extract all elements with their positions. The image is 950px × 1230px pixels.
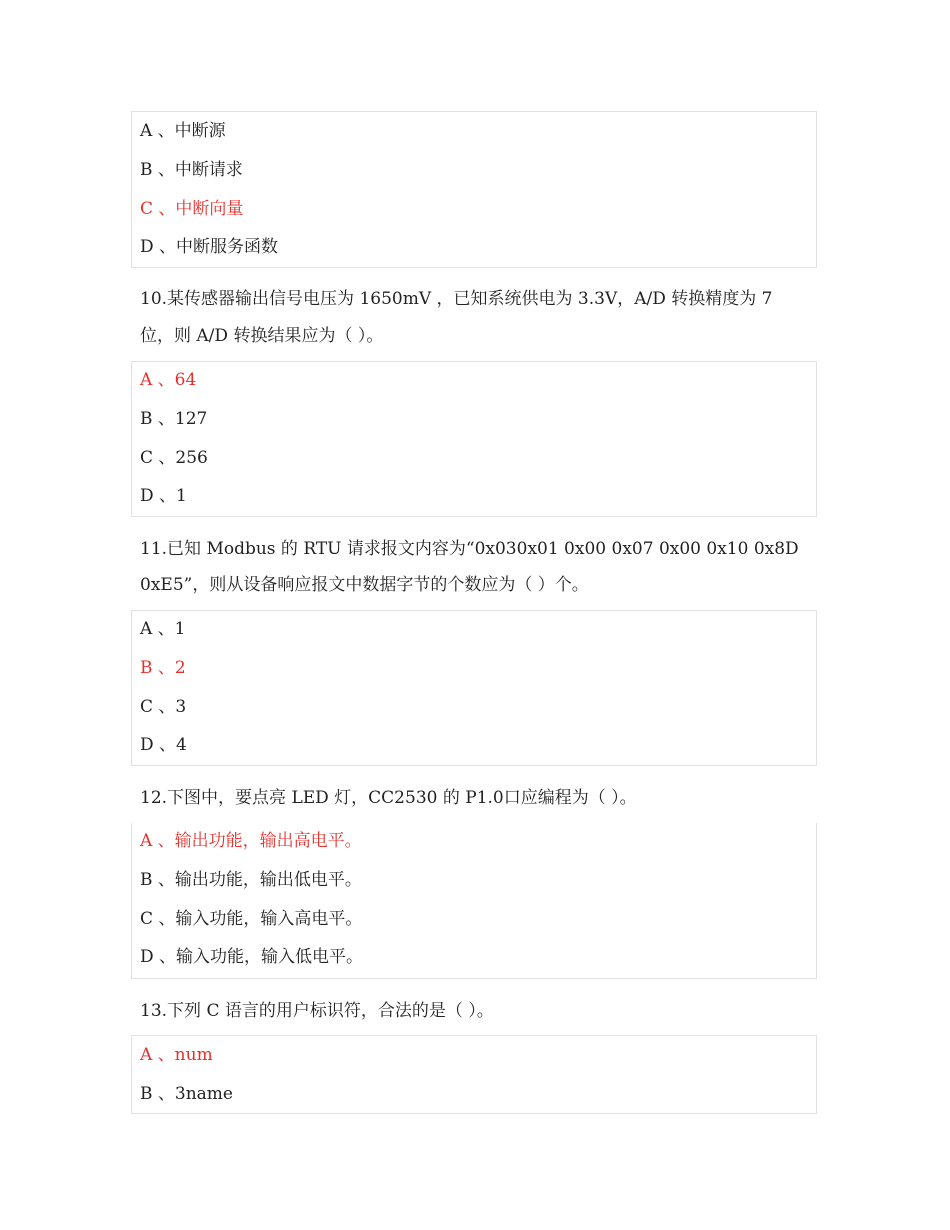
q11-stem-line2: 0xE5”，则从设备响应报文中数据字节的个数应为（ ）个。 (140, 575, 589, 595)
q12-option-a[interactable]: A 、输出功能，输出高电平。 (140, 831, 362, 851)
q9-option-a[interactable]: A 、中断源 (140, 121, 226, 141)
q11-option-b[interactable]: B 、2 (140, 658, 186, 678)
q10-option-a[interactable]: A 、64 (140, 370, 197, 390)
q10-option-b[interactable]: B 、127 (140, 409, 208, 429)
q10-stem-line1: 10.某传感器输出信号电压为 1650mV ，已知系统供电为 3.3V，A/D 转换精度为 7 (140, 289, 773, 309)
q11-option-a[interactable]: A 、1 (140, 619, 186, 639)
q13-stem: 13.下列 C 语言的用户标识符，合法的是（ ）。 (140, 1001, 494, 1021)
q9-option-b[interactable]: B 、中断请求 (140, 160, 243, 180)
q9-options-box (131, 111, 817, 268)
q12-option-b[interactable]: B 、输出功能，输出低电平。 (140, 870, 362, 890)
q11-option-c[interactable]: C 、3 (140, 697, 187, 717)
q12-stem: 12.下图中，要点亮 LED 灯，CC2530 的 P1.0口应编程为（ ）。 (140, 788, 637, 808)
q10-options-box (131, 361, 817, 517)
q9-option-c[interactable]: C 、中断向量 (140, 199, 244, 219)
q10-option-c[interactable]: C 、256 (140, 448, 208, 468)
q12-option-c[interactable]: C 、输入功能，输入高电平。 (140, 909, 363, 929)
q11-options-box (131, 610, 817, 766)
q11-stem-line1: 11.已知 Modbus 的 RTU 请求报文内容为“0x030x01 0x00 0x07 0x00 0x10 0x8D (140, 539, 799, 559)
q12-options-box (131, 823, 817, 979)
q13-option-a[interactable]: A 、num (140, 1045, 213, 1065)
q11-option-d[interactable]: D 、4 (140, 735, 187, 755)
q13-options-box (131, 1035, 817, 1114)
q13-option-b[interactable]: B 、3name (140, 1084, 233, 1104)
q9-option-d[interactable]: D 、中断服务函数 (140, 237, 279, 257)
q12-option-d[interactable]: D 、输入功能，输入低电平。 (140, 947, 364, 967)
q10-option-d[interactable]: D 、1 (140, 486, 187, 506)
q10-stem-line2: 位，则 A/D 转换结果应为（ ）。 (140, 326, 384, 346)
